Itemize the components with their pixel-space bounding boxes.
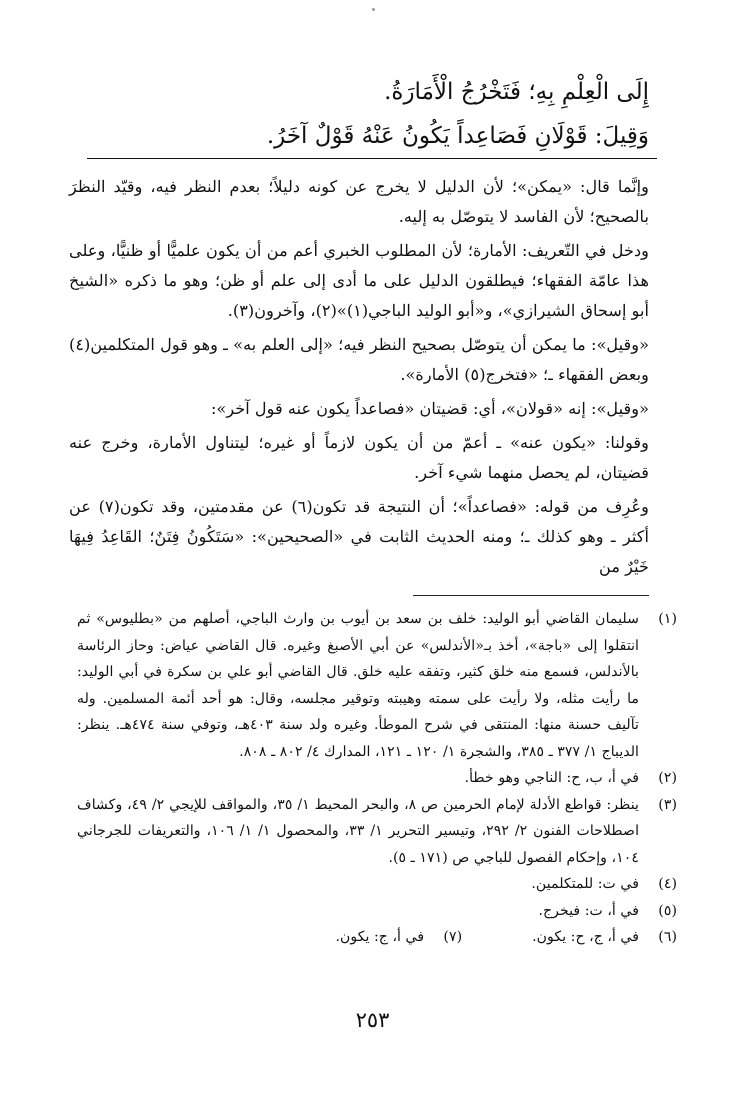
commentary-paragraph-1: وإنَّما قال: «يمكن»؛ لأن الدليل لا يخرج عن كونه دليلاً؛ بعدم النظر فيه، وقيّد النظرَ بالصحيح؛ لأن الفاسد لا يتوصّل به إليه. [69,177,649,226]
commentary-paragraph-5: وقولنا: «يكون عنه» ـ أعمّ من أن يكون لازماً أو غيره؛ ليتناول الأمارة، وخرج عنه قضيتان، لم يحصل منهما شيء آخر. [69,433,649,482]
commentary-paragraph-4: «وقيل»: إنه «قولان»، أي: قضيتان «فصاعداً يكون عنه قول آخر»: [210,399,649,418]
matn-divider [87,158,657,159]
footnote-3 [77,792,677,872]
commentary-paragraph-2: ودخل في التّعريف: الأمارة؛ لأن المطلوب الخبري أعم من أن يكون علميًّا أو ظنيًّا، وعلى هذا عامّة الفقهاء؛ فيطلقون الدليل على ما أدى إلى علم أو ظن؛ وهو ما ذكره «الشيخ أبو إسحاق الشيرازي»، و«أبو الوليد الباجي(١)»(٢)، وآخرون(٣). [69,241,649,320]
matn-text [60,70,649,158]
footnote-text: سليمان القاضي أبو الوليد: خلف بن سعد بن أيوب بن وارث الباجي، أصلهم من «بطليوس» ثم انتقلوا إلى «باجة»، أخذ بـ«الأندلس» عن أبي الأصبغ وغيره. قال القاضي عياض: وحاز الرئاسة بالأندلس، فسمع منه خلق كثير، وتفقه عليه خلق. قال القاضي أبو علي بن سكرة في أبي الوليد: ما رأيت مثله، ولا رأيت على سمته وهيبته وتوقير مجلسه، وقال: هو أحد أئمة المسلمين. وله تآليف حسنة منها: المنتقى في شرح الموطأ. وغيره ولد سنة ٤٠٣هـ، وتوفي سنة ٤٧٤هـ. ينظر: الديباج ١/ ٣٧٧ ـ ٣٨٥، والشجرة ١/ ١٢٠ ـ ١٢١، المدارك ٤/ ٨٠٢ ـ ٨٠٨. [77,611,639,760]
footnotes [77,606,677,951]
footnote-number: (٣) [658,796,677,813]
footnote-row-6-7 [77,924,677,951]
footnote-text: في أ، ج، ح: يكون. [532,929,639,945]
footnote-7 [335,924,462,951]
footnote-2 [77,765,677,792]
commentary-paragraph-6: وعُرِف من قوله: «فصاعداً»؛ أن النتيجة قد تكون(٦) عن مقدمتين، وقد تكون(٧) عن أكثر ـ وهو كذلك ـ؛ ومنه الحديث الثابت في «الصحيحين»: «سَتَكُونُ فِتَنٌ؛ القَاعِدُ فِيهَا خَيْرٌ من [69,497,649,576]
commentary-paragraph-3: «وقيل»: ما يمكن أن يتوصّل بصحيح النظر فيه؛ «إلى العلم به» ـ وهو قول المتكلمين(٤) وبعض الفقهاء ـ؛ «فتخرج(٥) الأمارة». [69,335,649,384]
matn-line-2: وَقِيلَ: قَوْلَانِ فَصَاعِداً يَكُونُ عَنْهُ قَوْلٌ آخَرُ. [266,123,649,149]
page-number: ٢٥٣ [355,1008,390,1032]
footnote-4 [77,871,677,898]
footnote-text: ينظر: قواطع الأدلة لإمام الحرمين ص ٨، والبحر المحيط ١/ ٣٥، والمواقف للإيجي ٢/ ٤٩، وكشاف اصطلاحات الفنون ٢/ ٢٩٢، وتيسير التحرير ١/ ٣٣، والمحصول ١/ ١/ ١٠٦، والتعريفات للجرجاني ١٠٤، وإحكام الفصول للباجي ص (١٧١ ـ ٥). [77,796,640,866]
footnote-number: (٧) [443,929,463,945]
footnote-text: في أ، ج: يكون. [335,929,425,945]
footnote-text: في أ، ب، ح: الناجي وهو خطأ. [464,770,639,786]
footnote-number: (٥) [658,902,677,919]
scan-mark [372,8,375,11]
footnote-number: (١) [658,611,677,627]
footnote-text: في أ، ت: فيخرج. [538,902,639,919]
footnote-number: (٤) [658,876,677,892]
footnote-separator [413,595,649,596]
matn-line-1: إِلَى الْعِلْمِ بِهِ؛ فَتَخْرُجُ الْأَمَارَةُ. [384,79,649,105]
footnote-number: (٦) [658,929,677,945]
footnote-number: (٢) [658,770,677,786]
footnote-5 [77,898,677,925]
footnote-1 [77,606,677,765]
footnote-text: في ت: للمتكلمين. [531,876,639,892]
commentary-text [69,172,649,586]
footnote-6 [532,924,677,951]
